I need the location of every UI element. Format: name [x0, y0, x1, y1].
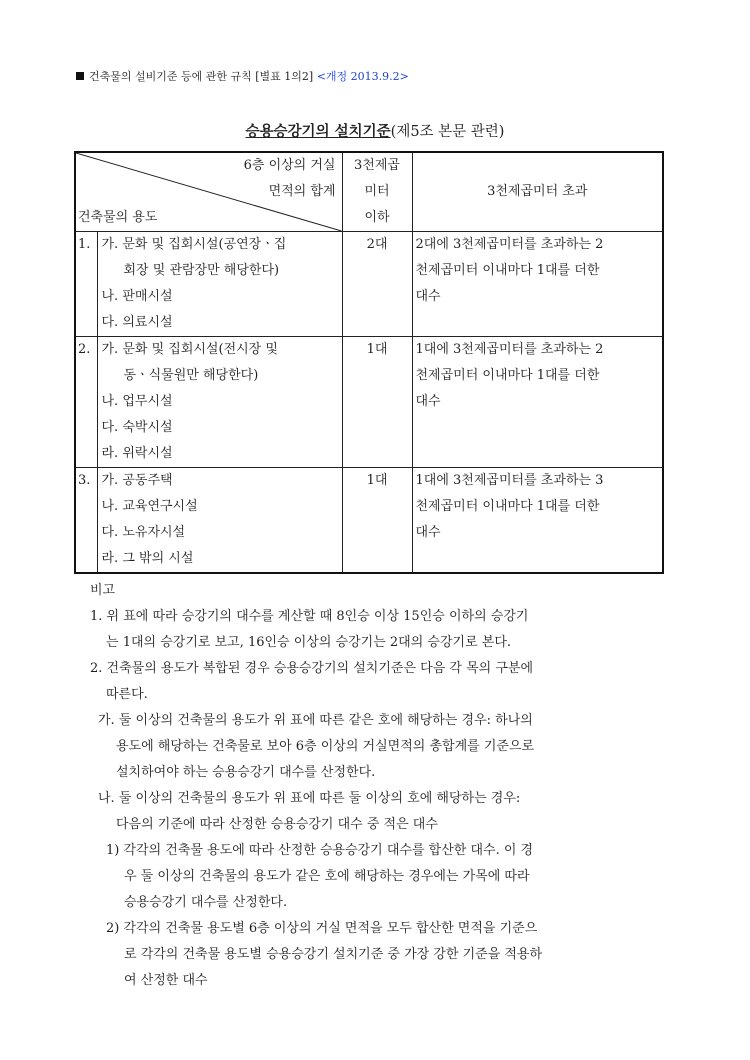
header-over-3000: 3천제곱미터 초과: [412, 152, 663, 232]
rule-line: 대수: [415, 394, 441, 409]
rule-line: 천제곱미터 이내마다 1대를 더한: [415, 263, 600, 278]
table-row: [75, 232, 663, 337]
use-item: 나. 교육연구시설: [101, 499, 198, 514]
page-title: [0, 120, 750, 141]
note-sub2-line2: 로 각각의 건축물 용도별 승용승강기 설치기준 중 가장 강한 기준을 적용하: [124, 947, 543, 962]
rule-line: 대수: [415, 289, 441, 304]
use-item: 가. 공동주택: [101, 473, 173, 488]
note-sub2-line3: 여 산정한 대수: [124, 973, 208, 988]
table-header-row: [75, 152, 663, 232]
note-2-line1: 2. 건축물의 용도가 복합된 경우 승용승강기의 설치기준은 다음 각 목의 구분에: [90, 661, 534, 676]
header-floor-area-line1: 6층 이상의 거실: [243, 158, 336, 173]
use-item: 동ㆍ식물원만 해당한다): [123, 368, 259, 383]
row-number: 2.: [75, 337, 97, 468]
table-row: [75, 337, 663, 468]
row-uses: [97, 232, 342, 337]
header-under-3000: [342, 152, 412, 232]
note-2-line2: 따른다.: [106, 687, 148, 702]
rule-line: 천제곱미터 이내마다 1대를 더한: [415, 499, 600, 514]
use-item: 라. 그 밖의 시설: [101, 551, 194, 566]
use-item: 다. 숙박시설: [101, 420, 173, 435]
header-floor-area-line2: 면적의 합계: [268, 184, 336, 199]
header-under-3000-line3: 이하: [364, 210, 390, 225]
row-count: 2대: [342, 232, 412, 337]
row-count: 1대: [342, 468, 412, 574]
use-item: 나. 업무시설: [101, 394, 173, 409]
note-1-line1: 1. 위 표에 따라 승강기의 대수를 계산할 때 8인승 이상 15인승 이하의 승강기: [90, 609, 529, 624]
rule-line: 대수: [415, 525, 441, 540]
revision-link[interactable]: <개정 2013.9.2>: [316, 70, 409, 83]
use-item: 가. 문화 및 집회시설(공연장ㆍ집: [101, 237, 287, 252]
note-na-line2: 다음의 기준에 따라 산정한 승용승강기 대수 중 적은 대수: [116, 817, 438, 832]
note-ga-line1: 가. 둘 이상의 건축물의 용도가 위 표에 따른 같은 호에 해당하는 경우: 하나의: [98, 713, 533, 728]
table-row: [75, 468, 663, 574]
note-sub1-line3: 승용승강기 대수를 산정한다.: [124, 895, 288, 910]
header-text: 건축물의 설비기준 등에 관한 규칙 [별표 1의2]: [89, 70, 314, 83]
title-sub: (제5조 본문 관련): [390, 124, 505, 140]
note-sub1-line1: 1) 각각의 건축물 용도에 따라 산정한 승용승강기 대수를 합산한 대수. 이 경: [106, 843, 534, 858]
note-sub2-line1: 2) 각각의 건축물 용도별 6층 이상의 거실 면적을 모두 합산한 면적을 기준으: [106, 921, 538, 936]
bullet-square-icon: [76, 72, 84, 80]
row-number: 3.: [75, 468, 97, 574]
row-rule: [412, 337, 663, 468]
diagonal-header-cell: [75, 152, 342, 232]
note-1-line2: 는 1대의 승강기로 보고, 16인승 이상의 승강기는 2대의 승강기로 본다.: [106, 635, 512, 650]
use-item: 라. 위락시설: [101, 446, 173, 461]
header-under-3000-line2: 미터: [364, 184, 390, 199]
note-ga-line3: 설치하여야 하는 승용승강기 대수를 산정한다.: [116, 765, 376, 780]
use-item: 다. 노유자시설: [101, 525, 186, 540]
row-uses: [97, 337, 342, 468]
elevator-standard-table: [74, 151, 664, 574]
note-na-line1: 나. 둘 이상의 건축물의 용도가 위 표에 따른 둘 이상의 호에 해당하는 경우:: [98, 791, 521, 806]
use-item: 다. 의료시설: [101, 315, 173, 330]
row-count: 1대: [342, 337, 412, 468]
rule-line: 2대에 3천제곱미터를 초과하는 2: [415, 237, 604, 252]
remarks-section: [90, 578, 542, 994]
rule-line: 1대에 3천제곱미터를 초과하는 3: [415, 473, 604, 488]
row-rule: [412, 232, 663, 337]
header-building-use: 건축물의 용도: [78, 210, 158, 225]
title-main: 승용승강기의 설치기준: [245, 124, 391, 140]
header-under-3000-line1: 3천제곱: [354, 158, 400, 173]
row-number: 1.: [75, 232, 97, 337]
note-sub1-line2: 우 둘 이상의 건축물의 용도가 같은 호에 해당하는 경우에는 가목에 따라: [124, 869, 530, 884]
row-uses: [97, 468, 342, 574]
rule-line: 1대에 3천제곱미터를 초과하는 2: [415, 342, 604, 357]
use-item: 나. 판매시설: [101, 289, 173, 304]
row-rule: [412, 468, 663, 574]
rule-line: 천제곱미터 이내마다 1대를 더한: [415, 368, 600, 383]
document-header: [76, 68, 409, 84]
note-ga-line2: 용도에 해당하는 건축물로 보아 6층 이상의 거실면적의 총합계를 기준으로: [116, 739, 535, 754]
use-item: 가. 문화 및 집회시설(전시장 및: [101, 342, 278, 357]
remarks-heading: 비고: [90, 583, 116, 598]
use-item: 회장 및 관람장만 해당한다): [123, 263, 280, 278]
